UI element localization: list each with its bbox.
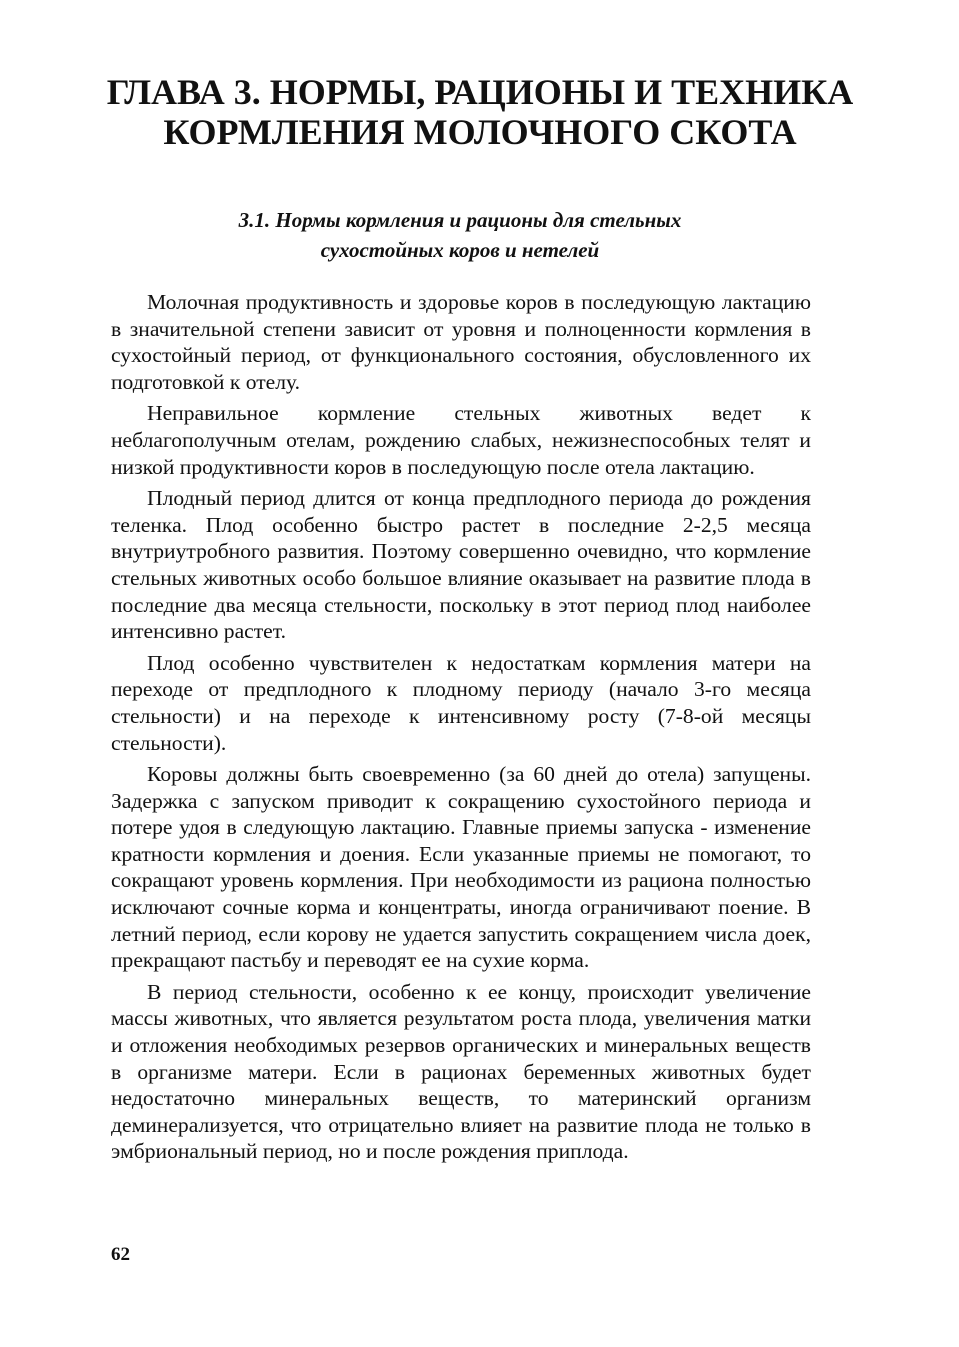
- body-text: [111, 289, 811, 1170]
- paragraph-2: Неправильное кормление стельных животных ведет к неблагополучным отелам, рождению слабых, нежизнеспособных телят и низкой продуктивности коров в последующую после отела лактацию.: [111, 401, 811, 479]
- chapter-title-line-1: ГЛАВА 3. НОРМЫ, РАЦИОНЫ И ТЕХНИКА: [106, 72, 854, 112]
- paragraph-3: Плодный период длится от конца предплодного периода до рождения теленка. Плод особенно быстро растет в последние 2-2,5 месяца внутриутробного развития. Поэтому совершенно очевидно, что кормление стельных животных особо большое влияние оказывает на развитие плода в последние два месяца стельности, поскольку в этот период плод наиболее интенсивно растет.: [111, 486, 811, 644]
- chapter-title: [100, 72, 860, 152]
- paragraph-1: Молочная продуктивность и здоровье коров в последующую лактацию в значительной степени зависит от уровня и полноценности кормления в сухостойный период, от функционального состояния, обусловленного их подготовкой к отелу.: [111, 290, 811, 394]
- chapter-title-line-2: КОРМЛЕНИЯ МОЛОЧНОГО СКОТА: [163, 112, 797, 152]
- section-title: [150, 205, 770, 265]
- section-title-line-1: 3.1. Нормы кормления и рационы для стельных: [238, 208, 682, 232]
- paragraph-6: В период стельности, особенно к ее концу, происходит увеличение массы животных, что является результатом роста плода, увеличения матки и отложения необходимых резервов органических и минеральных веществ в организме матери. Если в рационах беременных животных будет недостаточно минеральных веществ, то материнский организм деминерализуется, что отрицательно влияет на развитие плода не только в эмбриональный период, но и после рождения приплода.: [111, 979, 811, 1164]
- section-title-line-2: сухостойных коров и нетелей: [320, 238, 600, 262]
- paragraph-4: Плод особенно чувствителен к недостаткам кормления матери на переходе от предплодного к плодному периоду (начало 3-го месяца стельности) и на переходе к интенсивному росту (7-8-ой месяцы стельности).: [111, 650, 811, 755]
- paragraph-5: Коровы должны быть своевременно (за 60 дней до отела) запущены. Задержка с запуском приводит к сокращению сухостойного периода и потере удоя в следующую лактацию. Главные приемы запуска - изменение кратности кормления и доения. Если указанные приемы не помогают, то сокращают уровень кормления. При необходимости из рациона полностью исключают сочные корма и концентраты, иногда ограничивают поение. В летний период, если корову не удается запустить сокращением числа доек, прекращают пастьбу и переводят ее на сухие корма.: [111, 762, 811, 973]
- page-number: 62: [111, 1244, 130, 1265]
